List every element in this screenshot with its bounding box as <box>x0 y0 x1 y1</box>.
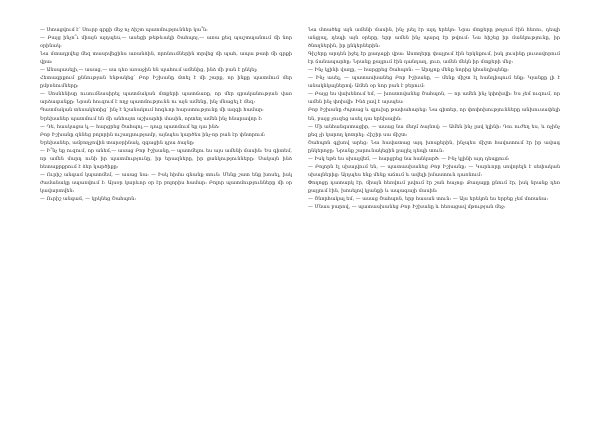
paragraph: — Բայց ինչո՞ւ միայն այդպես,— ասեցի թեթևակի Շահպոյ,— առա քեզ պաշտպանում մի նոր օրինակ։ <box>40 35 292 50</box>
paragraph: Նա մտադրվեց մեզ տասրվեցինս առանձին, որոնումներին տրվեց մի պահ, ապա թափ մի գրքի վրա։ <box>40 51 292 66</box>
paragraph: Երեխաներ պատմում են մի անհայտ աշխարհի մասին, որտեղ ամեն ինչ հնարավոր է։ <box>40 115 263 122</box>
paragraph: Բոբ Իշխանը ժպտաց և գլուխը թափահարեց։ Նա գիտեր, որ փոփոխությունները անխուսափելի են, բայց չուզեց ասել դա երեխային։ <box>308 107 560 122</box>
right-column <box>308 26 560 424</box>
paragraph: Բոբ Իշխանը զննեց բոլորին ուշադրությամբ, այնպես կարծես ինչ-որ բան էր փնտրում։ <box>40 131 266 138</box>
paragraph: — Ինչ կլինի վաղը, — հարցրեց Շահպոն։ — Արդյոք մենք նորից կհանդիպենք։ <box>308 67 509 74</box>
paragraph: — Մի անհանգստացիր, — ասաց նա մեղմ ձայնով։ — Ամեն ինչ լավ կլինի։ Դու ուժեղ ես, և ոչինչ քեզ չի կարող կոտրել։ Հիշիր սա միշտ։ <box>308 123 560 138</box>
paragraph: — Իսկ եթե ես սխալվեմ, — հարցրեց նա հանկարծ։ — Ինչ կլինի այդ դեպքում։ <box>308 155 510 162</box>
paragraph: Փողոցը դատարկ էր, միայն հեռվում լսվում էր շան հաչոց։ Քաղաքը քնում էր, իսկ նրանք դեռ քայլում էին, խոսելով կյանքի և ապագայի մասին։ <box>308 179 560 194</box>
paragraph: — Բայց ես վախենում եմ, — խոստովանեց Շահպոն, — որ ամեն ինչ կփոխվի։ Ես չեմ ուզում, որ ամեն ինչ փոխվի։ Ինձ լավ է այսպես։ <box>308 91 560 106</box>
paragraph: Շահպոն գլխով արեց։ Նա հավատաց այդ խոսքերին, ինչպես միշտ հավատում էր իր ավագ ընկերոջը։ Նրանք շարունակեցին քայլել դեպի տուն։ <box>308 139 560 154</box>
paragraph: — Դե, հասկացա կ,— հարցրեց Շահպոյ,— դուք պատմում եք դա ինձ։ <box>40 123 220 130</box>
paragraph: — Ուրիշ անգամ, — կրկնեց Շահպոն։ <box>40 195 137 202</box>
paragraph: — Մնաս բարով, — պատասխանեց Բոբ Իշխանը և հեռացավ մթության մեջ։ <box>308 204 506 211</box>
paragraph: Նա մտածեց այն ամենի մասին, ինչ լսել էր այդ երեկո։ Նրա մտքերը թռչում էին հեռու, դեպի անցյալ, դեպի այն օրերը, երբ ամեն ինչ պարզ էր թվում։ Նա հիշեց իր մանկությունը, իր ծնողներին, իր ընկերներին։ <box>308 27 560 50</box>
paragraph: — Ինչ ասել, — պատասխանեց Բոբ Իշխանը, — մենք միշտ էլ հանդիպում ենք։ Կյանքը լի է անակնկալներով։ Ամեն օր նոր բան է բերում։ <box>308 75 560 90</box>
paragraph: — Անսպասելի,— ասաց,— սա դեռ առաջին են պահում ամենից, ինձ մի բան է ընկել։ <box>40 67 258 74</box>
paragraph: — Բոլորն էլ սխալվում են, — պատասխանեց Բոբ Իշխանը։ — Կարևորը սովորելն է սեփական սխալներից։ Այդպես ենք մենք աճում և ավելի իմաստուն դառնում։ <box>308 163 560 178</box>
paragraph: Պատմական տեսակետից՝ ինչ է նշանակում հոգևոր հարստությունը մի ազգի համար։ <box>40 107 264 114</box>
paragraph: Երեխաներ, ամբողջովին տարօրինակ, զգացին դրա ձայնը։ <box>40 139 195 146</box>
paragraph: — Ստացվում է՝ Սուրբ գրքի մեջ ոչ ձիշտ պատմություններ կա՞ն։ <box>40 27 208 33</box>
paragraph: Հետագրքում քննության ենթակեց՝ Բոբ Իշխանը մտել է մի շարք, որ ինքը պատմում մեր ըմբռնումները։ <box>40 75 292 90</box>
paragraph: Գիշերը արդեն իջել էր քաղաքի վրա։ Աստղերը փայլում էին երկնքում, իսկ լուսինը լուսավորում էր ճանապարհը։ Նրանք քայլում էին դանդաղ, լուռ, ամեն մեկն իր մտքերի մեջ։ <box>308 51 560 66</box>
left-column <box>40 26 292 424</box>
paragraph: — Սոսնենիսը ուսումնասիրել պատմական մտքերի պատճառը, որ մեր գրականության վառ արձագանքը։ Նրան հուզում է ողջ պատմությունն ու այն ամենը, ինչ մնացել է մեզ։ <box>40 91 292 106</box>
paragraph: — Ի՞նչ եք ուզում, որ անեմ,— ասաց Բոբ Իշխանը,— պատմելու ես այս ամենի մասին։ Ես գիտեմ, որ ամեն մարդ ունի իր պատմությունը, իր երազները, իր ցանկությունները։ Սակայն ինձ հետաքրքրում է ձեր կարծիքը։ <box>40 147 292 170</box>
paragraph: — Ուրիշ անգամ կպատմեմ, — ասաց նա։ — Իսկ հիմա գնանք տուն։ Մենք շատ ենք խոսել, իսկ ժամանակը սպառվում է։ Այսօր կարևոր օր էր բոլորիս համար։ Բոլոր պատմությունները մի օր կավարտվեն։ <box>40 171 292 194</box>
paragraph: — Շնորհակալ եմ, — ասաց Շահպոն, երբ հասան տուն։ — Այս երեկոն ես երբեք չեմ մոռանա։ <box>308 195 549 202</box>
